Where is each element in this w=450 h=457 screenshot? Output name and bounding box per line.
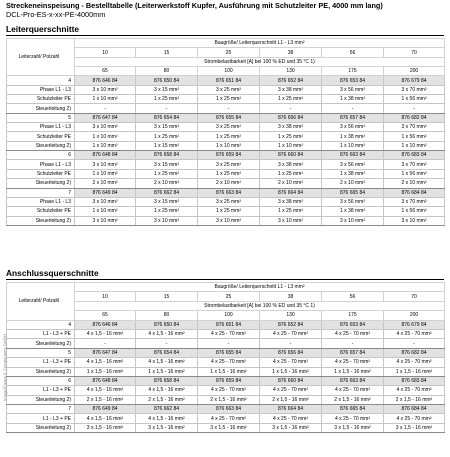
size-value: 70 <box>384 48 445 57</box>
table-row <box>7 179 445 188</box>
row-label: Phase L1 - L3 <box>7 123 75 132</box>
row-label: L1 - L3 + PE <box>7 329 75 338</box>
table-row <box>7 386 445 395</box>
cell-value: 1 x 1,5 - 16 mm² <box>384 367 445 376</box>
article-number: 876 649 84 <box>75 405 136 414</box>
cell-value: 2 x 10 mm² <box>198 179 260 188</box>
size-value: 15 <box>136 48 198 57</box>
header-row <box>7 283 445 292</box>
row-label: Steuerleitung 2) <box>7 423 75 432</box>
ampacity-label: Strombelastbarkeit [A] bei 100 % ED und 35 °C 1) <box>75 57 445 66</box>
cell-value: 1 x 10 mm² <box>75 207 136 216</box>
pole-count: 5 <box>7 113 75 122</box>
table-anschlussquerschnitte <box>6 282 444 433</box>
pole-count: 4 <box>7 320 75 329</box>
cell-value: 4 x 25 - 70 mm² <box>198 358 260 367</box>
cell-value: 3 x 25 mm² <box>198 85 260 94</box>
cell-value: 3 x 56 mm² <box>322 160 384 169</box>
article-number: 876 655 84 <box>198 113 260 122</box>
cell-value: 4 x 1,5 - 16 mm² <box>75 329 136 338</box>
cell-value: 3 x 25 mm² <box>198 160 260 169</box>
size-label: Baugröße/ Leiterquerschnitt L1 - L3 mm² <box>75 283 445 292</box>
cell-value: 4 x 25 - 70 mm² <box>322 358 384 367</box>
cell-value: 4 x 25 - 70 mm² <box>260 414 322 423</box>
cell-value: - <box>384 339 445 348</box>
cell-value: 3 x 10 mm² <box>384 216 445 225</box>
article-number: 876 647 84 <box>75 348 136 357</box>
cell-value: - <box>260 104 322 113</box>
cell-value: - <box>75 339 136 348</box>
cell-value: 1 x 1,5 - 16 mm² <box>260 367 322 376</box>
row-label: Phase L1 - L3 <box>7 197 75 206</box>
cell-value: 3 x 15 mm² <box>136 85 198 94</box>
row-label: Steuerleitung 2) <box>7 216 75 225</box>
cell-value: 1 x 25 mm² <box>260 207 322 216</box>
pole-count: 7 <box>7 405 75 414</box>
cell-value: 4 x 25 - 70 mm² <box>322 329 384 338</box>
table-row <box>7 95 445 104</box>
article-number: 876 656 84 <box>260 113 322 122</box>
cell-value: 1 x 38 mm² <box>322 207 384 216</box>
cell-value: 3 x 10 mm² <box>198 216 260 225</box>
ampacity-value: 80 <box>136 311 198 320</box>
article-number: 876 657 84 <box>322 113 384 122</box>
cell-value: 1 x 25 mm² <box>136 169 198 178</box>
cell-value: 3 x 10 mm² <box>136 216 198 225</box>
cell-value: 2 x 1,5 - 16 mm² <box>384 395 445 404</box>
cell-value: 3 x 10 mm² <box>75 85 136 94</box>
cell-value: - <box>198 339 260 348</box>
cell-value: 3 x 70 mm² <box>384 123 445 132</box>
section-title-anschlussquerschnitte: Anschlussquerschnitte <box>6 268 444 280</box>
pole-count: 4 <box>7 76 75 85</box>
cell-value: 3 x 38 mm² <box>260 85 322 94</box>
cell-value: 3 x 15 mm² <box>136 197 198 206</box>
article-number: 876 683 84 <box>384 376 445 385</box>
cell-value: 4 x 25 - 70 mm² <box>260 358 322 367</box>
header-row <box>7 39 445 48</box>
pole-count: 7 <box>7 188 75 197</box>
table-row <box>7 123 445 132</box>
table-row <box>7 395 445 404</box>
article-number: 876 660 84 <box>260 151 322 160</box>
table-row <box>7 169 445 178</box>
table-row <box>7 141 445 150</box>
ampacity-value: 175 <box>322 67 384 76</box>
cell-value: 1 x 25 mm² <box>198 169 260 178</box>
cell-value: 1 x 1,5 - 16 mm² <box>136 367 198 376</box>
cell-value: 4 x 25 - 70 mm² <box>260 386 322 395</box>
row-label: Phase L1 - L3 <box>7 160 75 169</box>
article-number: 876 682 84 <box>384 348 445 357</box>
cell-value: 3 x 1,5 - 16 mm² <box>322 423 384 432</box>
cell-value: 3 x 10 mm² <box>75 197 136 206</box>
cell-value: 1 x 25 mm² <box>260 169 322 178</box>
article-number: 876 679 84 <box>384 320 445 329</box>
cell-value: - <box>322 104 384 113</box>
ampacity-value: 175 <box>322 311 384 320</box>
row-label: Schutzleiter PE <box>7 169 75 178</box>
cell-value: - <box>75 104 136 113</box>
code-row <box>7 376 445 385</box>
cell-value: - <box>384 104 445 113</box>
cell-value: 4 x 25 - 70 mm² <box>384 386 445 395</box>
cell-value: - <box>260 339 322 348</box>
cell-value: - <box>198 104 260 113</box>
ampacity-value: 80 <box>136 67 198 76</box>
cell-value: 1 x 25 mm² <box>198 95 260 104</box>
cell-value: 3 x 1,5 - 16 mm² <box>260 423 322 432</box>
code-row <box>7 76 445 85</box>
cell-value: 2 x 1,5 - 16 mm² <box>322 395 384 404</box>
ampacity-value: 200 <box>384 67 445 76</box>
cell-value: 1 x 25 mm² <box>260 132 322 141</box>
cell-value: 1 x 10 mm² <box>75 141 136 150</box>
ampacity-value: 100 <box>198 67 260 76</box>
article-number: 876 663 84 <box>322 151 384 160</box>
article-number: 876 655 84 <box>198 348 260 357</box>
row-label: Steuerleitung 2) <box>7 395 75 404</box>
document-title: Streckeneinspeisung - Bestelltabelle (Leiterwerkstoff Kupfer, Ausführung mit Schutzleiter PE, 4000 mm lang) <box>6 1 383 10</box>
code-row <box>7 405 445 414</box>
cell-value: 1 x 38 mm² <box>322 132 384 141</box>
cell-value: 4 x 25 - 70 mm² <box>322 414 384 423</box>
cell-value: 1 x 56 mm² <box>384 132 445 141</box>
table-row <box>7 197 445 206</box>
cell-value: 2 x 10 mm² <box>136 179 198 188</box>
size-value: 38 <box>260 292 322 301</box>
ampacity-value: 200 <box>384 311 445 320</box>
cell-value: 3 x 15 mm² <box>136 123 198 132</box>
article-number: 876 659 84 <box>198 151 260 160</box>
cell-value: 4 x 1,5 - 16 mm² <box>75 414 136 423</box>
cell-value: - <box>322 339 384 348</box>
row-label: Steuerleitung 2) <box>7 179 75 188</box>
article-number: 876 683 84 <box>384 151 445 160</box>
cell-value: - <box>136 104 198 113</box>
ampacity-value: 65 <box>75 311 136 320</box>
article-number: 876 679 84 <box>384 76 445 85</box>
cell-value: 3 x 70 mm² <box>384 197 445 206</box>
cell-value: 4 x 25 - 70 mm² <box>384 329 445 338</box>
cell-value: 4 x 1,5 - 16 mm² <box>75 358 136 367</box>
article-number: 876 651 84 <box>198 76 260 85</box>
article-number: 876 658 84 <box>136 376 198 385</box>
article-number: 876 663 84 <box>198 405 260 414</box>
table-row <box>7 367 445 376</box>
document-subtitle: DCL-Pro-ES-x-xx-PE-4000mm <box>6 9 106 19</box>
cell-value: 1 x 1,5 - 16 mm² <box>322 367 384 376</box>
code-row <box>7 320 445 329</box>
ampacity-value: 130 <box>260 67 322 76</box>
ampacity-value: 65 <box>75 67 136 76</box>
cell-value: 1 x 10 mm² <box>198 141 260 150</box>
article-number: 876 656 84 <box>260 348 322 357</box>
cell-value: 1 x 10 mm² <box>75 169 136 178</box>
cell-value: 1 x 10 mm² <box>260 141 322 150</box>
article-number: 876 658 84 <box>136 151 198 160</box>
table-row <box>7 132 445 141</box>
cell-value: 1 x 10 mm² <box>75 132 136 141</box>
size-value: 10 <box>75 48 136 57</box>
side-note-text: Image/Cases & Components GmbH <box>2 334 8 401</box>
size-value: 25 <box>198 292 260 301</box>
row-label: Schutzleiter PE <box>7 132 75 141</box>
pole-count: 6 <box>7 376 75 385</box>
code-row <box>7 151 445 160</box>
cell-value: 1 x 25 mm² <box>198 207 260 216</box>
size-value: 56 <box>322 292 384 301</box>
article-number: 876 646 84 <box>75 76 136 85</box>
cell-value: 2 x 10 mm² <box>384 179 445 188</box>
cell-value: 3 x 10 mm² <box>75 216 136 225</box>
table-row <box>7 207 445 216</box>
table-row <box>7 423 445 432</box>
size-value: 56 <box>322 48 384 57</box>
table-row <box>7 104 445 113</box>
cell-value: 3 x 15 mm² <box>136 160 198 169</box>
cell-value: 1 x 25 mm² <box>136 132 198 141</box>
article-number: 876 662 84 <box>136 188 198 197</box>
article-number: 876 654 84 <box>136 348 198 357</box>
cell-value: 4 x 25 - 70 mm² <box>198 386 260 395</box>
row-label: Steuerleitung 2) <box>7 141 75 150</box>
row-label: Steuerleitung 2) <box>7 367 75 376</box>
table-leiterquerschnitte <box>6 38 444 226</box>
table-row <box>7 339 445 348</box>
section-title-leiterquerschnitte: Leiterquerschnitte <box>6 24 444 36</box>
article-number: 876 652 84 <box>260 76 322 85</box>
cell-value: 3 x 1,5 - 16 mm² <box>198 423 260 432</box>
article-number: 876 659 84 <box>198 376 260 385</box>
cell-value: 3 x 1,5 - 16 mm² <box>75 423 136 432</box>
cell-value: 1 x 15 mm² <box>136 141 198 150</box>
article-number: 876 663 84 <box>322 376 384 385</box>
article-number: 876 664 84 <box>260 188 322 197</box>
article-number: 876 684 84 <box>384 188 445 197</box>
article-number: 876 657 84 <box>322 348 384 357</box>
table-row <box>7 160 445 169</box>
ampacity-value: 130 <box>260 311 322 320</box>
article-number: 876 660 84 <box>260 376 322 385</box>
cell-value: 2 x 1,5 - 16 mm² <box>260 395 322 404</box>
cell-value: 4 x 1,5 - 16 mm² <box>136 386 198 395</box>
cell-value: 1 x 1,5 - 16 mm² <box>75 367 136 376</box>
cell-value: 4 x 25 - 70 mm² <box>384 414 445 423</box>
article-number: 876 647 84 <box>75 113 136 122</box>
cell-value: 1 x 10 mm² <box>75 95 136 104</box>
size-label: Baugröße/ Leiterquerschnitt L1 - L3 mm² <box>75 39 445 48</box>
row-label: Schutzleiter PE <box>7 207 75 216</box>
cell-value: 1 x 38 mm² <box>322 169 384 178</box>
document-header <box>6 2 446 19</box>
article-number: 876 648 84 <box>75 151 136 160</box>
row-label: L1 - L3 + PE <box>7 386 75 395</box>
article-number: 876 663 84 <box>198 188 260 197</box>
article-number: 876 650 84 <box>136 320 198 329</box>
ampacity-label: Strombelastbarkeit [A] bei 100 % ED und 35 °C 1) <box>75 301 445 310</box>
cell-value: 3 x 56 mm² <box>322 197 384 206</box>
ampacity-value: 100 <box>198 311 260 320</box>
row-label: Steuerleitung 2) <box>7 104 75 113</box>
cell-value: 3 x 56 mm² <box>322 123 384 132</box>
article-number: 876 662 84 <box>136 405 198 414</box>
code-row <box>7 348 445 357</box>
cell-value: 3 x 38 mm² <box>260 197 322 206</box>
cell-value: 4 x 25 - 70 mm² <box>198 329 260 338</box>
cell-value: 3 x 38 mm² <box>260 123 322 132</box>
cell-value: 3 x 10 mm² <box>260 216 322 225</box>
cell-value: 3 x 10 mm² <box>75 123 136 132</box>
cell-value: 4 x 1,5 - 16 mm² <box>75 386 136 395</box>
article-number: 876 665 84 <box>322 405 384 414</box>
table-row <box>7 329 445 338</box>
cell-value: 2 x 1,5 - 16 mm² <box>198 395 260 404</box>
cell-value: 3 x 25 mm² <box>198 123 260 132</box>
cell-value: 4 x 25 - 70 mm² <box>384 358 445 367</box>
cell-value: 3 x 1,5 - 16 mm² <box>384 423 445 432</box>
size-value: 10 <box>75 292 136 301</box>
cell-value: 4 x 1,5 - 16 mm² <box>136 358 198 367</box>
cell-value: 4 x 25 - 70 mm² <box>260 329 322 338</box>
size-value: 70 <box>384 292 445 301</box>
cell-value: 4 x 25 - 70 mm² <box>198 414 260 423</box>
cell-value: 4 x 1,5 - 16 mm² <box>136 414 198 423</box>
cell-value: 3 x 10 mm² <box>75 160 136 169</box>
code-row <box>7 188 445 197</box>
cell-value: 3 x 1,5 - 16 mm² <box>136 423 198 432</box>
cell-value: 4 x 25 - 70 mm² <box>322 386 384 395</box>
cell-value: 1 x 10 mm² <box>322 141 384 150</box>
cell-value: 3 x 38 mm² <box>260 160 322 169</box>
article-number: 876 649 84 <box>75 188 136 197</box>
cell-value: 1 x 25 mm² <box>198 132 260 141</box>
table-row <box>7 216 445 225</box>
cell-value: 2 x 10 mm² <box>322 179 384 188</box>
size-value: 25 <box>198 48 260 57</box>
cell-value: 1 x 25 mm² <box>136 95 198 104</box>
article-number: 876 664 84 <box>260 405 322 414</box>
cell-value: 2 x 1,5 - 16 mm² <box>75 395 136 404</box>
cell-value: 3 x 70 mm² <box>384 160 445 169</box>
article-number: 876 651 84 <box>198 320 260 329</box>
row-label: Steuerleitung 2) <box>7 339 75 348</box>
cell-value: 1 x 56 mm² <box>384 207 445 216</box>
cell-value: 1 x 1,5 - 16 mm² <box>198 367 260 376</box>
article-number: 876 653 84 <box>322 320 384 329</box>
article-number: 876 654 84 <box>136 113 198 122</box>
size-value: 15 <box>136 292 198 301</box>
row-label: Schutzleiter PE <box>7 95 75 104</box>
pole-count: 5 <box>7 348 75 357</box>
cell-value: 3 x 70 mm² <box>384 85 445 94</box>
article-number: 876 665 84 <box>322 188 384 197</box>
cell-value: 1 x 56 mm² <box>384 169 445 178</box>
cell-value: 4 x 1,5 - 16 mm² <box>136 329 198 338</box>
cell-value: 3 x 25 mm² <box>198 197 260 206</box>
cell-value: 3 x 56 mm² <box>322 85 384 94</box>
pole-count: 6 <box>7 151 75 160</box>
article-number: 876 684 84 <box>384 405 445 414</box>
article-number: 876 682 84 <box>384 113 445 122</box>
column-header-leiterzahl: Leiterzahl/ Polzahl <box>7 39 75 76</box>
cell-value: 1 x 56 mm² <box>384 95 445 104</box>
row-label: Phase L1 - L3 <box>7 85 75 94</box>
row-label: L1 - L3 + PE <box>7 414 75 423</box>
cell-value: 1 x 25 mm² <box>260 95 322 104</box>
column-header-leiterzahl: Leiterzahl/ Polzahl <box>7 283 75 321</box>
table-row <box>7 358 445 367</box>
table-row <box>7 414 445 423</box>
article-number: 876 650 84 <box>136 76 198 85</box>
row-label: L1 - L3 + PE <box>7 358 75 367</box>
cell-value: 1 x 10 mm² <box>384 141 445 150</box>
cell-value: 2 x 10 mm² <box>75 179 136 188</box>
article-number: 876 652 84 <box>260 320 322 329</box>
article-number: 876 648 84 <box>75 376 136 385</box>
side-note <box>0 290 6 450</box>
cell-value: 2 x 10 mm² <box>260 179 322 188</box>
article-number: 876 653 84 <box>322 76 384 85</box>
cell-value: 2 x 1,5 - 16 mm² <box>136 395 198 404</box>
table-row <box>7 85 445 94</box>
cell-value: 1 x 38 mm² <box>322 95 384 104</box>
size-value: 38 <box>260 48 322 57</box>
cell-value: 3 x 10 mm² <box>322 216 384 225</box>
code-row <box>7 113 445 122</box>
article-number: 876 646 84 <box>75 320 136 329</box>
cell-value: - <box>136 339 198 348</box>
cell-value: 1 x 25 mm² <box>136 207 198 216</box>
